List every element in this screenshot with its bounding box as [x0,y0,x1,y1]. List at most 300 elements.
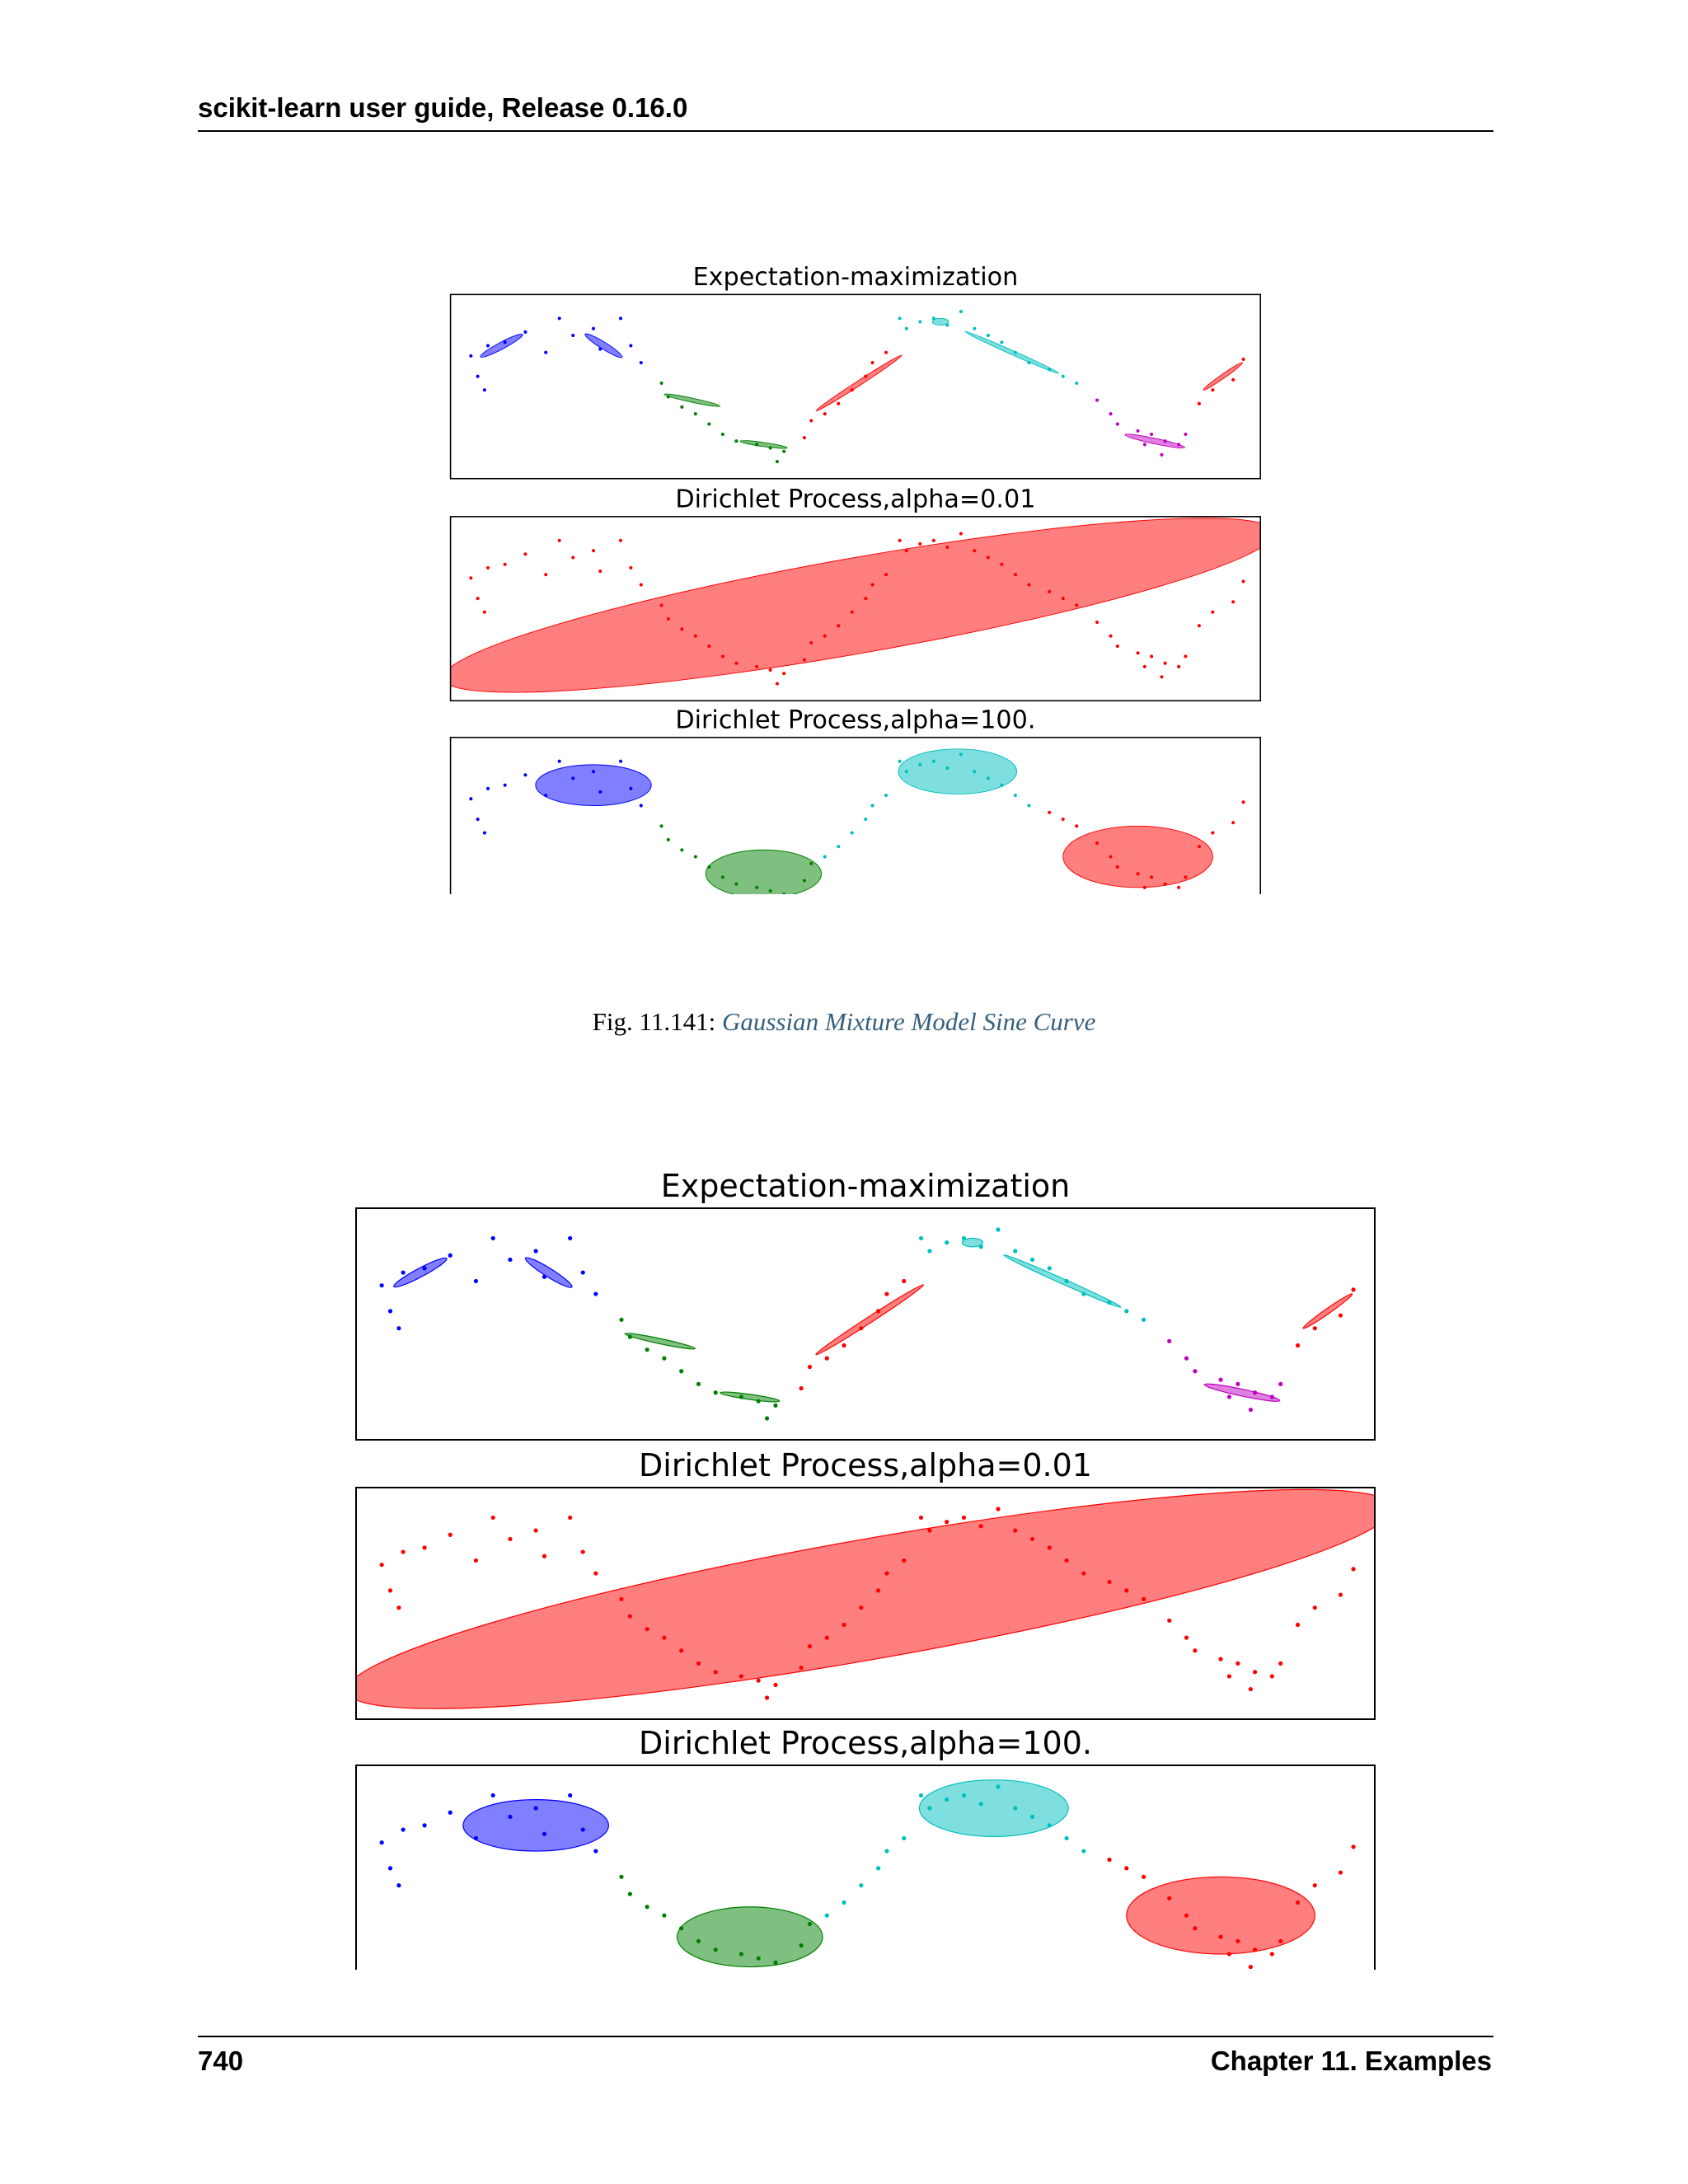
data-point [1164,883,1167,886]
data-point [765,1695,769,1699]
data-point [755,886,758,889]
data-point [448,1533,452,1537]
data-point [667,617,670,621]
page-number: 740 [198,2046,244,2076]
data-point [823,412,827,415]
data-point [1296,1623,1300,1627]
data-point [859,1605,863,1610]
data-point [593,1849,598,1853]
data-point [837,624,840,627]
subplot-1 [451,263,1261,479]
data-point [1160,453,1163,457]
data-point [842,1343,846,1347]
data-point [508,1815,512,1819]
data-point [945,546,949,549]
data-point [1048,590,1051,593]
data-point [469,354,472,358]
data-point [1351,1287,1355,1291]
data-point [1143,665,1146,668]
data-point [628,1335,632,1339]
data-point [1095,399,1099,402]
data-point [782,672,785,675]
data-point [1081,1571,1085,1575]
data-point [544,794,547,797]
data-point [870,583,874,587]
data-point [884,1849,889,1853]
data-point [1013,1806,1017,1810]
data-point [448,1254,452,1258]
data-point [918,763,921,766]
data-point [1027,361,1030,364]
data-point [1027,804,1030,807]
data-point [474,1836,478,1840]
data-point [962,1516,966,1520]
data-point [755,665,758,668]
subplot-title: Dirichlet Process,alpha=100. [675,705,1036,735]
data-point [571,334,574,337]
data-point [1048,368,1051,371]
data-point [739,1952,743,1956]
data-point [1000,784,1003,787]
data-point [401,1827,406,1831]
data-point [1198,845,1201,848]
subplot-2 [354,1447,1376,1750]
data-point [755,443,758,446]
data-point [776,682,779,685]
data-point [593,1291,598,1296]
data-point [568,1793,572,1797]
data-point [1081,1291,1085,1296]
data-point [486,787,490,790]
data-point [851,611,854,614]
data-point [1109,855,1112,858]
data-point [945,766,949,770]
data-point [945,1520,949,1524]
data-point [1278,1382,1282,1386]
data-point [1107,1301,1111,1305]
data-point [1062,818,1065,821]
gaussian-component-ellipse [1124,432,1185,450]
data-point [1064,1558,1068,1563]
data-point [884,1571,889,1575]
data-point [864,597,867,600]
data-point [401,1270,406,1274]
data-point [1116,422,1119,425]
data-point [645,1347,649,1352]
data-point [799,1386,804,1390]
data-point [696,1661,701,1666]
data-point [721,654,724,658]
data-point [902,1836,906,1840]
subplot-3 [356,1725,1375,1970]
data-point [919,1516,923,1520]
data-point [1014,794,1017,797]
data-point [1296,1900,1300,1905]
data-point [544,573,547,576]
data-point [1313,1883,1317,1887]
data-point [714,1947,718,1952]
data-point [739,1674,743,1678]
data-point [1075,603,1078,607]
data-point [707,422,710,425]
figure-caption [0,1007,1688,1037]
data-point [1193,1648,1197,1652]
data-point [884,351,888,354]
data-point [1109,635,1112,638]
gaussian-component-ellipse [1002,1253,1122,1310]
data-point [662,1357,666,1361]
data-point [927,1806,931,1810]
data-point [808,1644,812,1648]
data-point [581,1270,585,1274]
data-point [1339,1313,1343,1317]
data-point [483,388,486,391]
data-point [1048,1545,1052,1549]
data-point [1184,875,1187,879]
data-point [523,552,527,555]
data-point [483,611,486,614]
gaussian-component-ellipse [354,1448,1376,1750]
data-point [1184,433,1187,436]
data-point [1184,654,1187,658]
data-point [1198,402,1201,405]
data-point [422,1545,426,1549]
data-point [898,539,902,542]
data-point [1048,1823,1052,1827]
data-point [1236,1939,1240,1943]
data-point [803,658,806,662]
data-point [1062,597,1065,600]
data-point [932,760,935,763]
data-point [973,549,976,552]
data-point [769,889,772,893]
data-point [851,388,854,391]
gaussian-component-ellipse [677,1907,823,1967]
data-point [773,1404,777,1408]
data-point [1124,1309,1128,1313]
subplot-3 [451,706,1261,894]
gaussian-component-ellipse [523,1254,574,1291]
data-point [799,1943,804,1947]
data-point [1211,388,1214,391]
data-point [707,865,710,869]
data-point [679,1369,683,1373]
data-point [803,436,806,439]
data-point [721,433,724,436]
data-point [959,752,963,756]
data-point [996,1507,1000,1511]
data-point [571,776,574,780]
data-point [571,555,574,559]
data-point [568,1516,572,1520]
data-point [629,344,632,347]
data-point [388,1309,392,1313]
data-point [808,1922,812,1926]
data-point [884,573,888,576]
data-point [1177,443,1180,446]
data-point [628,1615,632,1619]
data-point [474,1558,478,1563]
data-point [504,563,507,566]
data-point [1313,1326,1317,1330]
data-point [619,316,622,320]
data-point [581,1827,585,1831]
gaussian-component-ellipse [706,850,821,894]
figure-link[interactable]: Gaussian Mixture Model Sine Curve [721,1007,1096,1036]
data-point [598,569,602,573]
data-point [757,1399,761,1404]
data-point [659,382,663,385]
subplot-title: Expectation-maximization [660,1168,1071,1204]
data-point [842,1900,846,1905]
data-point [864,818,867,821]
data-point [598,790,602,794]
data-point [773,1961,777,1965]
data-point [523,330,527,334]
data-point [773,1683,777,1687]
data-point [1218,1935,1222,1939]
data-point [825,1357,829,1361]
data-point [476,375,480,378]
data-point [544,351,547,354]
data-point [959,532,963,535]
data-point [1164,439,1167,443]
data-point [1177,665,1180,668]
data-point [628,1892,632,1896]
data-point [898,316,902,320]
gaussian-component-ellipse [739,439,787,450]
data-point [734,439,738,443]
data-point [1075,382,1078,385]
gaussian-component-ellipse [624,1331,696,1351]
data-point [1142,1875,1146,1879]
data-point [542,1832,546,1836]
data-point [659,824,663,827]
data-point [1109,412,1112,415]
data-point [973,327,976,330]
data-point [667,838,670,841]
data-point [1241,800,1245,804]
data-point [619,1875,623,1879]
data-point [1193,1369,1197,1373]
data-point [694,855,697,858]
data-point [851,832,854,835]
data-point [1167,1896,1171,1900]
gaussian-component-ellipse [584,331,624,360]
data-point [987,555,990,559]
data-point [1339,1870,1343,1874]
data-point [1081,1849,1085,1853]
data-point [680,848,683,851]
data-point [1142,1597,1146,1601]
data-point [508,1258,512,1262]
gaussian-component-ellipse [392,1254,448,1290]
gaussian-component-ellipse [1063,826,1213,887]
gaussian-component-ellipse [479,331,524,359]
data-point [396,1883,401,1887]
data-point [667,395,670,398]
data-point [1137,429,1140,433]
subplot-title: Dirichlet Process,alpha=0.01 [675,485,1036,514]
data-point [662,1914,666,1918]
data-point [876,1866,880,1870]
data-point [1241,579,1245,583]
data-point [973,770,976,773]
data-point [388,1866,392,1870]
data-point [645,1905,649,1909]
data-point [640,804,643,807]
data-point [629,566,632,569]
data-point [870,804,874,807]
data-point [765,1416,769,1420]
data-point [619,539,622,542]
gaussian-component-ellipse [1203,361,1244,391]
data-point [558,316,561,320]
data-point [870,361,874,364]
data-point [905,327,908,330]
data-point [1027,583,1030,587]
data-point [1116,865,1119,869]
gaussian-component-ellipse [898,749,1017,794]
data-point [1000,563,1003,566]
data-point [1236,1661,1240,1666]
data-point [1227,1674,1231,1678]
data-point [739,1394,743,1399]
data-point [568,1236,572,1240]
data-point [1231,378,1235,382]
data-point [508,1537,512,1541]
data-point [581,1549,585,1554]
data-point [1253,1390,1257,1394]
data-point [714,1390,718,1394]
data-point [504,784,507,787]
gaussian-component-ellipse [919,1780,1068,1837]
data-point [1184,1636,1189,1640]
data-point [782,450,785,453]
data-point [1013,1249,1017,1253]
gaussian-component-ellipse [663,392,720,408]
data-point [1142,1318,1146,1322]
data-point [1351,1567,1355,1571]
data-point [932,539,935,542]
data-point [884,794,888,797]
gaussian-component-ellipse [814,1282,926,1357]
data-point [837,845,840,848]
data-point [809,419,813,422]
subplot-title: Dirichlet Process,alpha=100. [639,1725,1092,1761]
chapter-footer: Chapter 11. Examples [1210,2046,1492,2076]
data-point [1296,1343,1300,1347]
data-point [1231,821,1235,824]
data-point [1000,340,1003,344]
data-point [1249,1687,1253,1691]
data-point [476,818,480,821]
data-point [534,1806,538,1810]
data-point [396,1605,401,1610]
data-point [558,760,561,763]
data-point [1124,1588,1128,1592]
data-point [483,832,486,835]
data-point [474,1279,478,1283]
data-point [491,1793,495,1797]
data-point [486,344,490,347]
data-point [902,1279,906,1283]
data-point [619,1597,623,1601]
data-point [1030,1258,1034,1262]
gaussian-component-ellipse [1127,1877,1315,1954]
data-point [679,1648,683,1652]
data-point [757,1679,761,1683]
chart-canvas-large [354,1133,1376,1970]
data-point [1048,1266,1052,1270]
data-point [1167,1619,1171,1623]
data-point [1231,600,1235,603]
data-point [859,1326,863,1330]
data-point [927,1249,931,1253]
data-point [734,883,738,886]
data-point [825,1914,829,1918]
data-point [523,773,527,776]
data-point [476,597,480,600]
data-point [1150,654,1153,658]
data-point [823,855,827,858]
data-point [1313,1605,1317,1610]
data-point [1278,1939,1282,1943]
data-point [534,1249,538,1253]
data-point [932,316,935,320]
gaussian-component-ellipse [1203,1381,1280,1404]
gaussian-component-ellipse [449,485,1261,725]
data-point [1198,624,1201,627]
data-point [1048,811,1051,814]
data-point [864,375,867,378]
data-point [593,1571,598,1575]
data-point [1270,1674,1274,1678]
data-point [542,1554,546,1558]
data-point [1095,621,1099,624]
data-point [629,787,632,790]
data-point [619,760,622,763]
footer-rule [198,2036,1493,2037]
data-point [837,402,840,405]
data-point [380,1563,384,1567]
data-point [659,603,663,607]
data-point [902,1558,906,1563]
data-point [592,549,595,552]
data-point [1351,1844,1355,1849]
data-point [1270,1394,1274,1399]
data-point [662,1636,666,1640]
data-point [640,583,643,587]
data-point [558,539,561,542]
data-point [769,668,772,672]
data-point [388,1588,392,1592]
data-point [679,1926,683,1930]
data-point [1164,662,1167,665]
data-point [1339,1592,1343,1596]
data-point [996,1227,1000,1231]
data-point [1095,841,1099,845]
data-point [422,1823,426,1827]
data-point [959,310,963,313]
data-point [422,1266,426,1270]
data-point [592,327,595,330]
data-point [945,1240,949,1244]
data-point [919,1236,923,1240]
data-point [979,1802,983,1806]
data-point [905,549,908,552]
gaussian-component-ellipse [1301,1291,1353,1330]
